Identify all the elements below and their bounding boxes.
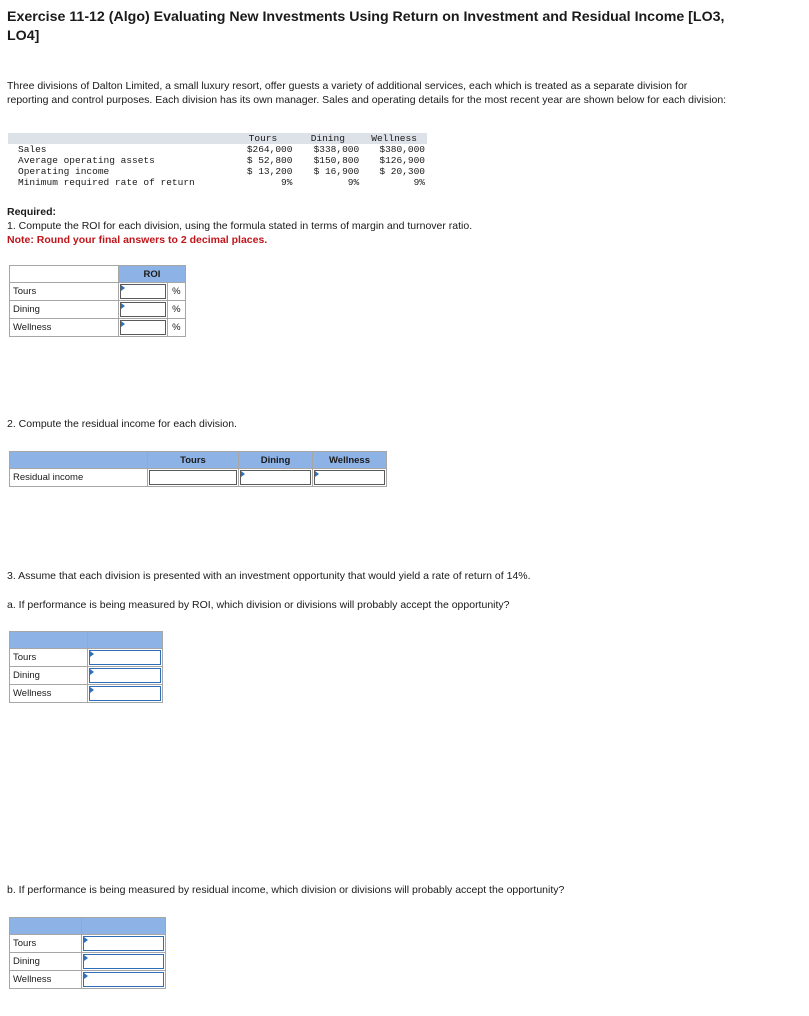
col-header-tours: Tours — [248, 133, 278, 144]
cell-wellness: $ 20,300 — [379, 166, 425, 177]
ri-tours-input[interactable] — [149, 470, 237, 485]
q3a-row-label: Tours — [10, 649, 88, 667]
ri-wellness-input[interactable] — [314, 470, 385, 485]
input-marker-icon — [121, 303, 125, 309]
question-3b: b. If performance is being measured by residual income, which division or divisions will probably accept the opportunity? — [7, 884, 565, 896]
q3b-tours-select[interactable] — [83, 936, 164, 951]
percent-unit: % — [167, 319, 185, 337]
row-label: Operating income — [18, 166, 110, 177]
dropdown-marker-icon — [90, 669, 94, 675]
cell-wellness: $126,900 — [379, 155, 425, 166]
data-table-header-row — [8, 133, 427, 144]
q3b-row-label: Tours — [10, 935, 82, 953]
cell-tours: $ 52,800 — [246, 155, 293, 166]
intro-text: Three divisions of Dalton Limited, a small luxury resort, offer guests a variety of additional services, each which is treated as a separate division for reporting and control purposes. Each division has its own manager. Sales and operating details for the most recent year are shown below for each division: — [7, 80, 727, 106]
percent-unit: % — [167, 301, 185, 319]
table-row — [10, 649, 163, 667]
q3a-tours-select[interactable] — [89, 650, 161, 665]
cell-dining: 9% — [347, 177, 360, 188]
question-3a: a. If performance is being measured by ROI, which division or divisions will probably accept the opportunity? — [7, 599, 510, 611]
cell-wellness: $380,000 — [379, 144, 425, 155]
q3a-answer-table — [9, 631, 163, 703]
q3b-row-label: Dining — [10, 953, 82, 971]
ri-header-dining: Dining — [239, 452, 313, 469]
ri-header-wellness: Wellness — [313, 452, 387, 469]
ri-row-label: Residual income — [10, 469, 148, 487]
cell-dining: $ 16,900 — [313, 166, 360, 177]
required-section — [7, 205, 472, 247]
input-marker-icon — [315, 471, 319, 477]
table-row — [8, 155, 427, 166]
rounding-note: Note: Round your final answers to 2 decimal places. — [7, 234, 268, 246]
roi-row-label: Dining — [10, 301, 119, 319]
dropdown-marker-icon — [90, 651, 94, 657]
roi-answer-table — [9, 265, 186, 337]
roi-dining-input[interactable] — [120, 302, 166, 317]
table-row — [8, 144, 427, 155]
table-row — [10, 935, 166, 953]
table-row — [10, 971, 166, 989]
q3b-dining-select[interactable] — [83, 954, 164, 969]
table-row — [8, 166, 427, 177]
col-header-wellness: Wellness — [371, 133, 417, 144]
question-3: 3. Assume that each division is presented with an investment opportunity that would yield a rate of return of 14%. — [7, 570, 531, 582]
question-1: 1. Compute the ROI for each division, using the formula stated in terms of margin and turnover ratio. — [7, 220, 473, 232]
cell-dining: $338,000 — [313, 144, 360, 155]
roi-wellness-input[interactable] — [120, 320, 166, 335]
input-marker-icon — [121, 321, 125, 327]
cell-wellness: 9% — [413, 177, 425, 188]
dropdown-marker-icon — [90, 687, 94, 693]
ri-dining-input[interactable] — [240, 470, 311, 485]
input-marker-icon — [241, 471, 245, 477]
table-row — [10, 319, 186, 337]
col-header-dining: Dining — [310, 133, 345, 144]
dropdown-marker-icon — [84, 937, 88, 943]
row-label: Average operating assets — [18, 155, 155, 166]
dropdown-marker-icon — [84, 955, 88, 961]
cell-tours: $ 13,200 — [246, 166, 293, 177]
table-row — [10, 667, 163, 685]
cell-tours: $264,000 — [246, 144, 293, 155]
q3a-row-label: Wellness — [10, 685, 88, 703]
q3a-dining-select[interactable] — [89, 668, 161, 683]
q3b-row-label: Wellness — [10, 971, 82, 989]
row-label: Minimum required rate of return — [18, 177, 195, 188]
question-2: 2. Compute the residual income for each division. — [7, 418, 237, 430]
q3b-wellness-select[interactable] — [83, 972, 164, 987]
cell-tours: 9% — [281, 177, 293, 188]
table-row — [10, 469, 387, 487]
table-row — [8, 177, 427, 188]
roi-header: ROI — [119, 266, 186, 283]
page-title: Exercise 11-12 (Algo) Evaluating New Investments Using Return on Investment and Residual Income [LO3, LO4] — [7, 9, 725, 44]
table-row — [10, 953, 166, 971]
q3b-answer-table — [9, 917, 166, 989]
required-heading: Required: — [7, 206, 57, 218]
input-marker-icon — [121, 285, 125, 291]
division-data-table — [8, 133, 427, 188]
table-row — [10, 283, 186, 301]
q3a-row-label: Dining — [10, 667, 88, 685]
dropdown-marker-icon — [84, 973, 88, 979]
ri-header-tours: Tours — [148, 452, 239, 469]
roi-row-label: Wellness — [10, 319, 119, 337]
table-row — [10, 685, 163, 703]
roi-row-label: Tours — [10, 283, 119, 301]
q3a-wellness-select[interactable] — [89, 686, 161, 701]
percent-unit: % — [167, 283, 185, 301]
row-label: Sales — [18, 144, 47, 155]
residual-income-table — [9, 451, 387, 487]
roi-tours-input[interactable] — [120, 284, 166, 299]
table-row — [10, 301, 186, 319]
cell-dining: $150,800 — [313, 155, 360, 166]
